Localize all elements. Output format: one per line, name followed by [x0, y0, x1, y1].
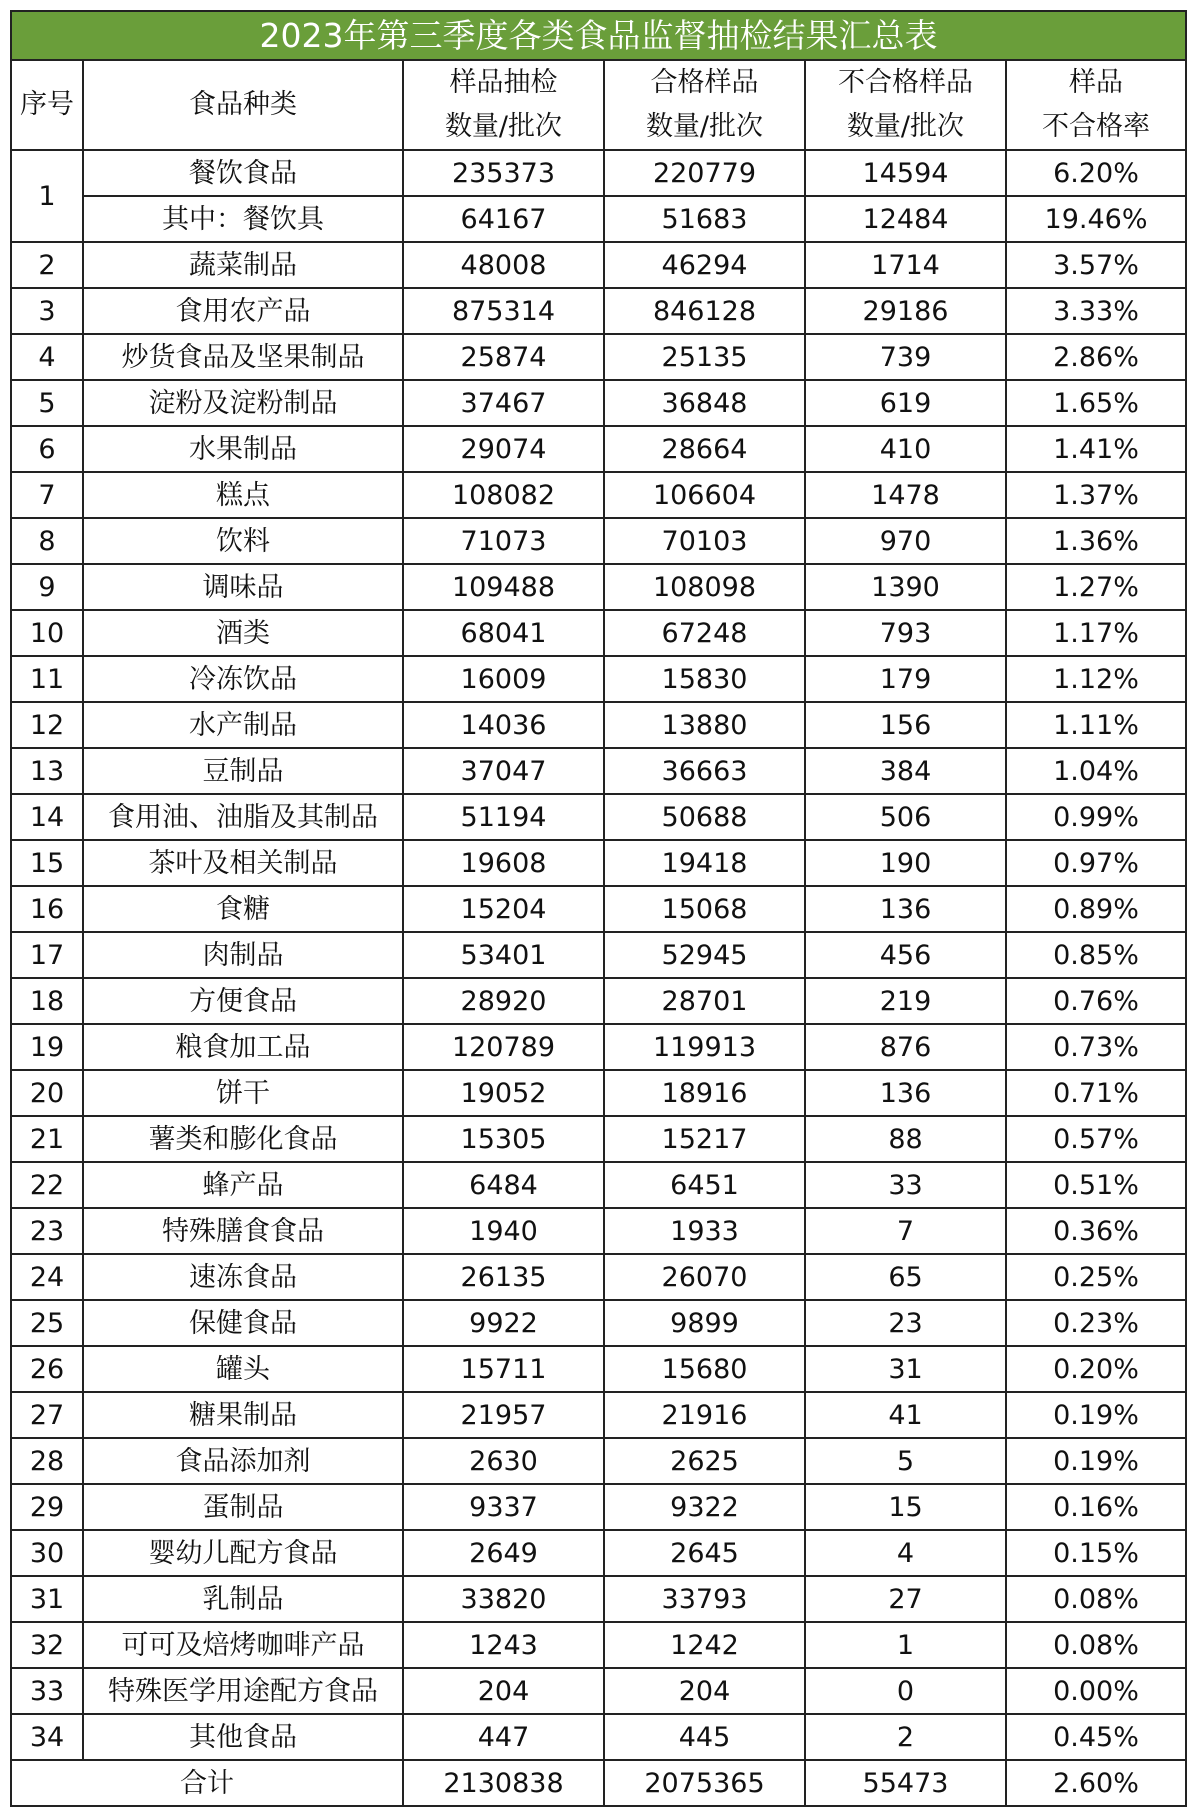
- row-failed: 1390: [805, 564, 1006, 610]
- row-index: 12: [11, 702, 83, 748]
- row-failed: 156: [805, 702, 1006, 748]
- row-category: 可可及焙烤咖啡产品: [83, 1622, 403, 1668]
- row-passed: 119913: [604, 1024, 805, 1070]
- total-row: [11, 1760, 1186, 1806]
- row-rate: 0.71%: [1006, 1070, 1186, 1116]
- row-failed: 506: [805, 794, 1006, 840]
- row-passed: 9899: [604, 1300, 805, 1346]
- row-rate: 0.99%: [1006, 794, 1186, 840]
- table-row: [11, 1254, 1186, 1300]
- table-row: [11, 1576, 1186, 1622]
- row-sampled: 48008: [403, 242, 604, 288]
- row-rate: 0.16%: [1006, 1484, 1186, 1530]
- row-rate: 0.15%: [1006, 1530, 1186, 1576]
- header-sampled-line2: 数量/批次: [444, 111, 563, 142]
- row-sampled: 15711: [403, 1346, 604, 1392]
- row-sampled: 204: [403, 1668, 604, 1714]
- row-failed: 190: [805, 840, 1006, 886]
- row-index: 15: [11, 840, 83, 886]
- row-passed: 28664: [604, 426, 805, 472]
- row-sampled: 71073: [403, 518, 604, 564]
- row-rate: 0.76%: [1006, 978, 1186, 1024]
- row-passed: 106604: [604, 472, 805, 518]
- header-rate-line1: 样品: [1069, 67, 1123, 98]
- header-sampled-line1: 样品抽检: [449, 67, 558, 98]
- row-failed: 15: [805, 1484, 1006, 1530]
- row-failed: 12484: [805, 196, 1006, 242]
- row-index: 26: [11, 1346, 83, 1392]
- table-row: [11, 886, 1186, 932]
- row-passed: 15217: [604, 1116, 805, 1162]
- row-passed: 220779: [604, 150, 805, 196]
- row-sampled: 26135: [403, 1254, 604, 1300]
- row-category: 水果制品: [83, 426, 403, 472]
- row-sampled: 1243: [403, 1622, 604, 1668]
- row-passed: 52945: [604, 932, 805, 978]
- row-passed: 26070: [604, 1254, 805, 1300]
- row-failed: 136: [805, 886, 1006, 932]
- table-row: [11, 564, 1186, 610]
- row-category: 方便食品: [83, 978, 403, 1024]
- row-rate: 0.57%: [1006, 1116, 1186, 1162]
- table-row: [11, 978, 1186, 1024]
- row-passed: 1242: [604, 1622, 805, 1668]
- table-row: [11, 1484, 1186, 1530]
- row-category: 餐饮食品: [83, 150, 403, 196]
- row-rate: 0.25%: [1006, 1254, 1186, 1300]
- row-category: 食品添加剂: [83, 1438, 403, 1484]
- header-category: 食品种类: [83, 60, 403, 150]
- table-row: [11, 334, 1186, 380]
- row-index: 14: [11, 794, 83, 840]
- header-rate-line2: 不合格率: [1042, 111, 1150, 142]
- row-sampled: 19052: [403, 1070, 604, 1116]
- row-rate: 0.00%: [1006, 1668, 1186, 1714]
- row-rate: 1.36%: [1006, 518, 1186, 564]
- row-category: 粮食加工品: [83, 1024, 403, 1070]
- row-passed: 204: [604, 1668, 805, 1714]
- row-failed: 793: [805, 610, 1006, 656]
- row-category: 婴幼儿配方食品: [83, 1530, 403, 1576]
- row-passed: 6451: [604, 1162, 805, 1208]
- row-category: 特殊膳食食品: [83, 1208, 403, 1254]
- table-row: [11, 1024, 1186, 1070]
- summary-table-container: [10, 10, 1185, 1807]
- row-sampled: 15204: [403, 886, 604, 932]
- row-sampled: 875314: [403, 288, 604, 334]
- header-rate: [1006, 60, 1186, 150]
- row-passed: 108098: [604, 564, 805, 610]
- row-passed: 2625: [604, 1438, 805, 1484]
- row-rate: 0.19%: [1006, 1392, 1186, 1438]
- row-passed: 46294: [604, 242, 805, 288]
- row-passed: 25135: [604, 334, 805, 380]
- table-title: 2023年第三季度各类食品监督抽检结果汇总表: [11, 11, 1186, 60]
- row-failed: 136: [805, 1070, 1006, 1116]
- row-sampled: 108082: [403, 472, 604, 518]
- row-index: 2: [11, 242, 83, 288]
- row-index: 23: [11, 1208, 83, 1254]
- row-index: 6: [11, 426, 83, 472]
- row-index: 17: [11, 932, 83, 978]
- table-row: [11, 518, 1186, 564]
- row-index: 8: [11, 518, 83, 564]
- row-rate: 0.08%: [1006, 1622, 1186, 1668]
- row-failed: 1714: [805, 242, 1006, 288]
- row-index: 29: [11, 1484, 83, 1530]
- row-rate: 1.27%: [1006, 564, 1186, 610]
- total-failed: 55473: [805, 1760, 1006, 1806]
- row-sampled: 14036: [403, 702, 604, 748]
- table-row: [11, 840, 1186, 886]
- row-category: 蜂产品: [83, 1162, 403, 1208]
- row-index: 10: [11, 610, 83, 656]
- row-index: 28: [11, 1438, 83, 1484]
- table-row: [11, 380, 1186, 426]
- row-index: 24: [11, 1254, 83, 1300]
- row-category: 食用农产品: [83, 288, 403, 334]
- row-sampled: 68041: [403, 610, 604, 656]
- row-sampled: 109488: [403, 564, 604, 610]
- row-sampled: 16009: [403, 656, 604, 702]
- row-passed: 445: [604, 1714, 805, 1760]
- row-failed: 384: [805, 748, 1006, 794]
- header-failed-line1: 不合格样品: [838, 67, 973, 98]
- row-failed: 27: [805, 1576, 1006, 1622]
- row-index: 27: [11, 1392, 83, 1438]
- row-index: 11: [11, 656, 83, 702]
- row-rate: 0.73%: [1006, 1024, 1186, 1070]
- row-failed: 410: [805, 426, 1006, 472]
- row-category: 饼干: [83, 1070, 403, 1116]
- row-sampled: 447: [403, 1714, 604, 1760]
- row-sampled: 25874: [403, 334, 604, 380]
- row-category: 肉制品: [83, 932, 403, 978]
- row-category: 乳制品: [83, 1576, 403, 1622]
- row-index: 7: [11, 472, 83, 518]
- table-row: [11, 1392, 1186, 1438]
- row-index: 33: [11, 1668, 83, 1714]
- row-sampled: 51194: [403, 794, 604, 840]
- row-failed: 179: [805, 656, 1006, 702]
- row-index: 22: [11, 1162, 83, 1208]
- header-passed-line2: 数量/批次: [645, 111, 764, 142]
- row-index: 30: [11, 1530, 83, 1576]
- row-sampled: 2630: [403, 1438, 604, 1484]
- row-passed: 19418: [604, 840, 805, 886]
- row-category: 炒货食品及坚果制品: [83, 334, 403, 380]
- row-rate: 6.20%: [1006, 150, 1186, 196]
- row-rate: 1.41%: [1006, 426, 1186, 472]
- row-rate: 3.57%: [1006, 242, 1186, 288]
- row-passed: 13880: [604, 702, 805, 748]
- row-index: 25: [11, 1300, 83, 1346]
- table-row: [11, 150, 1186, 196]
- row-category: 罐头: [83, 1346, 403, 1392]
- row-sampled: 64167: [403, 196, 604, 242]
- row-failed: 23: [805, 1300, 1006, 1346]
- table-row: [11, 1530, 1186, 1576]
- total-sampled: 2130838: [403, 1760, 604, 1806]
- row-index: 34: [11, 1714, 83, 1760]
- table-row: [11, 610, 1186, 656]
- table-row: [11, 288, 1186, 334]
- row-index: 4: [11, 334, 83, 380]
- row-sampled: 2649: [403, 1530, 604, 1576]
- row-category: 水产制品: [83, 702, 403, 748]
- row-sampled: 21957: [403, 1392, 604, 1438]
- row-passed: 50688: [604, 794, 805, 840]
- row-category: 食糖: [83, 886, 403, 932]
- row-passed: 33793: [604, 1576, 805, 1622]
- row-passed: 21916: [604, 1392, 805, 1438]
- row-category: 淀粉及淀粉制品: [83, 380, 403, 426]
- row-failed: 739: [805, 334, 1006, 380]
- header-passed-line1: 合格样品: [650, 67, 759, 98]
- row-sampled: 28920: [403, 978, 604, 1024]
- row-index: 16: [11, 886, 83, 932]
- row-rate: 0.51%: [1006, 1162, 1186, 1208]
- row-category: 酒类: [83, 610, 403, 656]
- row-passed: 51683: [604, 196, 805, 242]
- row-passed: 1933: [604, 1208, 805, 1254]
- row-rate: 0.23%: [1006, 1300, 1186, 1346]
- row-sampled: 1940: [403, 1208, 604, 1254]
- row-index: 20: [11, 1070, 83, 1116]
- row-failed: 876: [805, 1024, 1006, 1070]
- total-rate: 2.60%: [1006, 1760, 1186, 1806]
- row-failed: 619: [805, 380, 1006, 426]
- row-failed: 219: [805, 978, 1006, 1024]
- header-sampled: [403, 60, 604, 150]
- row-index: 19: [11, 1024, 83, 1070]
- row-rate: 2.86%: [1006, 334, 1186, 380]
- row-failed: 2: [805, 1714, 1006, 1760]
- row-category: 茶叶及相关制品: [83, 840, 403, 886]
- row-index: 9: [11, 564, 83, 610]
- table-row: [11, 1668, 1186, 1714]
- row-sampled: 33820: [403, 1576, 604, 1622]
- header-failed-line2: 数量/批次: [846, 111, 965, 142]
- row-sampled: 19608: [403, 840, 604, 886]
- row-rate: 1.11%: [1006, 702, 1186, 748]
- row-failed: 456: [805, 932, 1006, 978]
- row-rate: 0.97%: [1006, 840, 1186, 886]
- row-index: 21: [11, 1116, 83, 1162]
- row-sampled: 15305: [403, 1116, 604, 1162]
- table-row: [11, 1116, 1186, 1162]
- row-rate: 1.17%: [1006, 610, 1186, 656]
- row-sampled: 9337: [403, 1484, 604, 1530]
- table-row: [11, 196, 1186, 242]
- row-failed: 31: [805, 1346, 1006, 1392]
- header-failed: [805, 60, 1006, 150]
- header-index: 序号: [11, 60, 83, 150]
- table-body: [11, 150, 1186, 1760]
- table-row: [11, 1346, 1186, 1392]
- row-rate: 1.12%: [1006, 656, 1186, 702]
- row-index: 32: [11, 1622, 83, 1668]
- row-index: 13: [11, 748, 83, 794]
- row-category: 调味品: [83, 564, 403, 610]
- row-passed: 36663: [604, 748, 805, 794]
- row-passed: 846128: [604, 288, 805, 334]
- row-failed: 29186: [805, 288, 1006, 334]
- row-failed: 88: [805, 1116, 1006, 1162]
- row-passed: 36848: [604, 380, 805, 426]
- row-category: 食用油、油脂及其制品: [83, 794, 403, 840]
- row-passed: 9322: [604, 1484, 805, 1530]
- table-row: [11, 702, 1186, 748]
- row-rate: 0.45%: [1006, 1714, 1186, 1760]
- row-index: 31: [11, 1576, 83, 1622]
- row-rate: 0.36%: [1006, 1208, 1186, 1254]
- row-passed: 2645: [604, 1530, 805, 1576]
- row-category: 其他食品: [83, 1714, 403, 1760]
- row-sampled: 6484: [403, 1162, 604, 1208]
- row-category: 蛋制品: [83, 1484, 403, 1530]
- row-category: 其中：餐饮具: [83, 196, 403, 242]
- row-index: 3: [11, 288, 83, 334]
- row-failed: 65: [805, 1254, 1006, 1300]
- row-sampled: 120789: [403, 1024, 604, 1070]
- row-passed: 28701: [604, 978, 805, 1024]
- inspection-summary-table: [10, 10, 1187, 1807]
- row-rate: 1.65%: [1006, 380, 1186, 426]
- row-failed: 14594: [805, 150, 1006, 196]
- row-failed: 4: [805, 1530, 1006, 1576]
- table-row: [11, 242, 1186, 288]
- row-rate: 0.20%: [1006, 1346, 1186, 1392]
- row-sampled: 9922: [403, 1300, 604, 1346]
- table-row: [11, 1070, 1186, 1116]
- row-rate: 0.89%: [1006, 886, 1186, 932]
- table-row: [11, 1714, 1186, 1760]
- table-row: [11, 1300, 1186, 1346]
- row-rate: 1.37%: [1006, 472, 1186, 518]
- row-failed: 1: [805, 1622, 1006, 1668]
- row-passed: 15830: [604, 656, 805, 702]
- table-row: [11, 748, 1186, 794]
- row-sampled: 53401: [403, 932, 604, 978]
- row-sampled: 37047: [403, 748, 604, 794]
- row-category: 保健食品: [83, 1300, 403, 1346]
- row-category: 蔬菜制品: [83, 242, 403, 288]
- row-category: 糕点: [83, 472, 403, 518]
- row-index: 18: [11, 978, 83, 1024]
- row-failed: 33: [805, 1162, 1006, 1208]
- row-sampled: 37467: [403, 380, 604, 426]
- table-row: [11, 1438, 1186, 1484]
- row-category: 饮料: [83, 518, 403, 564]
- row-category: 冷冻饮品: [83, 656, 403, 702]
- row-category: 特殊医学用途配方食品: [83, 1668, 403, 1714]
- row-category: 速冻食品: [83, 1254, 403, 1300]
- table-row: [11, 426, 1186, 472]
- row-rate: 1.04%: [1006, 748, 1186, 794]
- row-sampled: 29074: [403, 426, 604, 472]
- table-row: [11, 932, 1186, 978]
- row-rate: 0.85%: [1006, 932, 1186, 978]
- row-category: 豆制品: [83, 748, 403, 794]
- header-passed: [604, 60, 805, 150]
- row-sampled: 235373: [403, 150, 604, 196]
- row-index: 5: [11, 380, 83, 426]
- row-failed: 970: [805, 518, 1006, 564]
- table-row: [11, 794, 1186, 840]
- table-row: [11, 1162, 1186, 1208]
- row-passed: 67248: [604, 610, 805, 656]
- row-failed: 41: [805, 1392, 1006, 1438]
- row-rate: 0.19%: [1006, 1438, 1186, 1484]
- row-passed: 70103: [604, 518, 805, 564]
- total-label: 合计: [11, 1760, 403, 1806]
- row-failed: 7: [805, 1208, 1006, 1254]
- row-category: 薯类和膨化食品: [83, 1116, 403, 1162]
- row-passed: 15068: [604, 886, 805, 932]
- total-passed: 2075365: [604, 1760, 805, 1806]
- row-failed: 1478: [805, 472, 1006, 518]
- row-passed: 15680: [604, 1346, 805, 1392]
- row-rate: 3.33%: [1006, 288, 1186, 334]
- table-row: [11, 472, 1186, 518]
- table-row: [11, 1208, 1186, 1254]
- row-failed: 5: [805, 1438, 1006, 1484]
- row-rate: 0.08%: [1006, 1576, 1186, 1622]
- row-failed: 0: [805, 1668, 1006, 1714]
- table-row: [11, 656, 1186, 702]
- row-index: 1: [11, 150, 83, 242]
- table-row: [11, 1622, 1186, 1668]
- row-category: 糖果制品: [83, 1392, 403, 1438]
- row-rate: 19.46%: [1006, 196, 1186, 242]
- row-passed: 18916: [604, 1070, 805, 1116]
